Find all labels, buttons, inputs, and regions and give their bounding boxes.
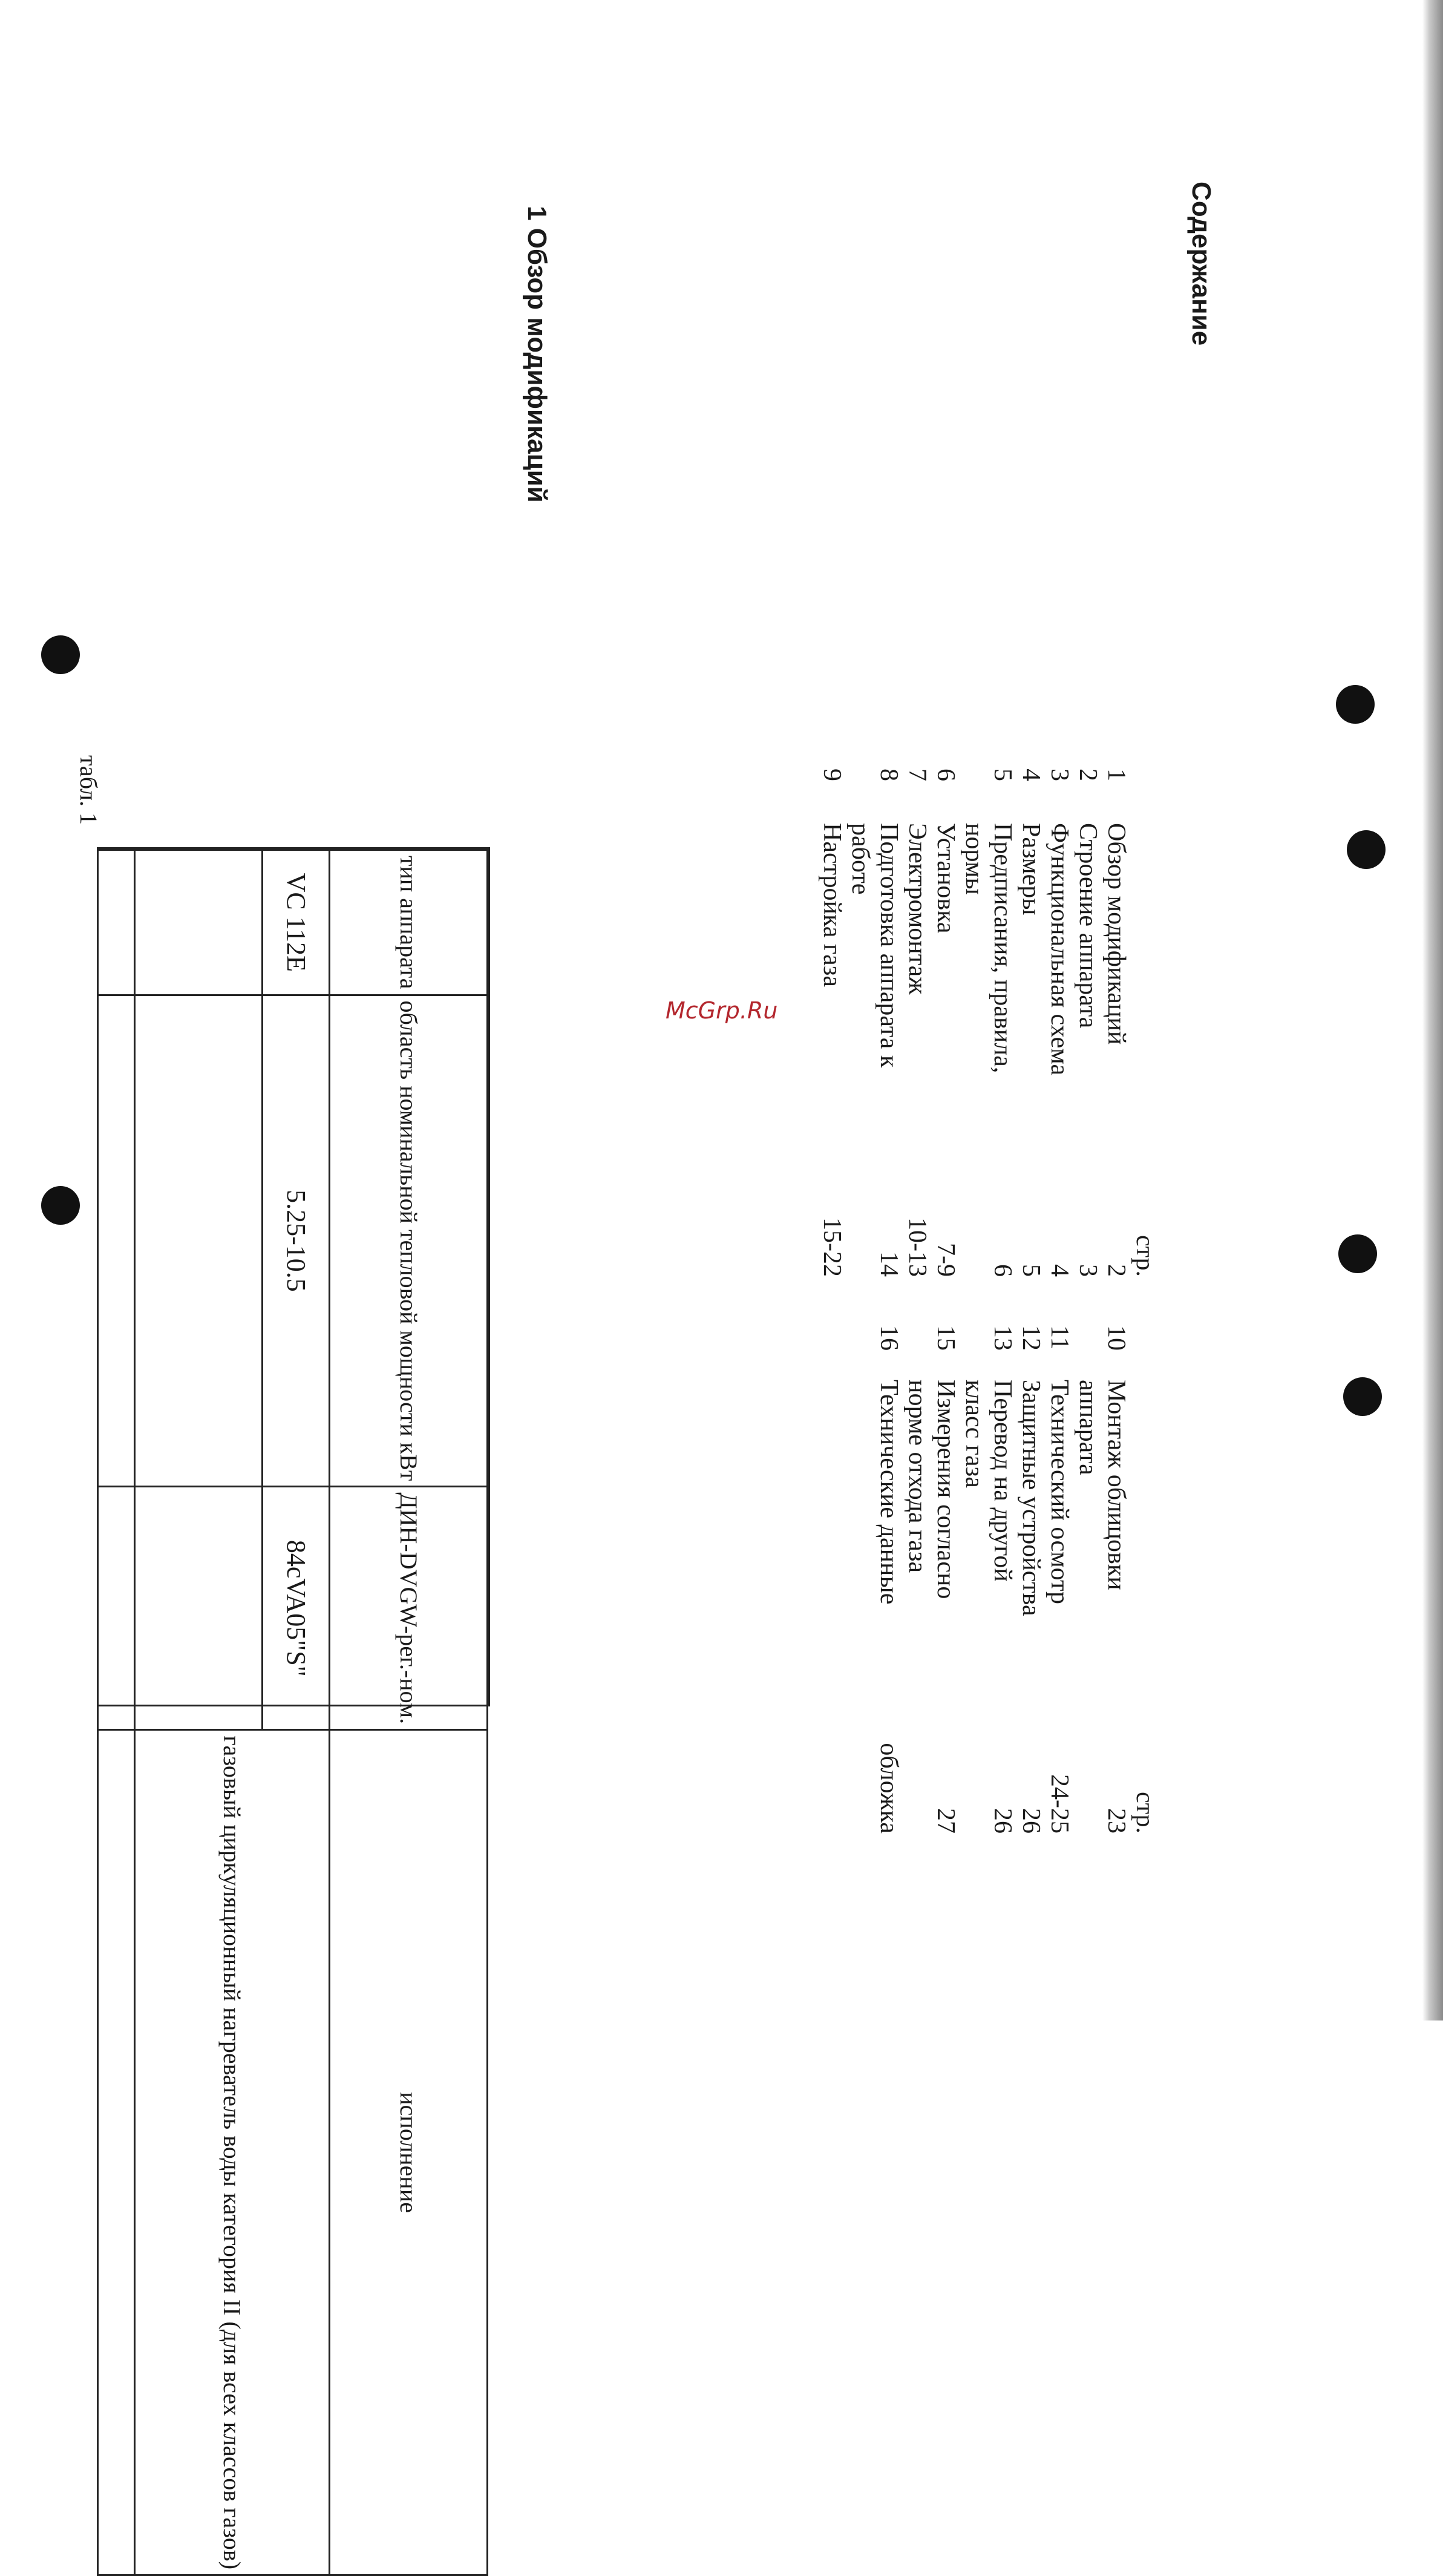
table-header-row xyxy=(330,850,488,2575)
toc-item: 16 Технические данные обложка xyxy=(875,1325,903,1834)
toc-item: 11 Технический осмотр 24-25 xyxy=(1045,1325,1073,1834)
toc-item: 5 Предписания, правила, нормы 6 xyxy=(960,769,1016,1277)
modifications-table xyxy=(97,847,490,2570)
punch-hole xyxy=(1338,1234,1377,1273)
empty-cell xyxy=(135,995,263,1487)
header-design: исполнение xyxy=(330,1730,488,2575)
cell-power: 5.25-10.5 xyxy=(263,995,330,1487)
toc-right-column xyxy=(874,1325,1159,1834)
document-title: Содержание xyxy=(1186,182,1216,346)
punch-hole xyxy=(41,1186,80,1225)
toc-item: 3 Функциональная схема 4 xyxy=(1045,769,1073,1277)
punch-hole xyxy=(1336,685,1375,724)
empty-cell xyxy=(135,850,263,995)
punch-hole xyxy=(1347,830,1386,869)
empty-cell xyxy=(98,1730,135,2575)
header-type: тип аппарата xyxy=(330,850,488,995)
toc-item: 12 Защитные устройства 26 xyxy=(1017,1325,1045,1834)
empty-cell xyxy=(98,1487,135,1730)
toc-left-column xyxy=(817,769,1159,1277)
empty-cell xyxy=(135,1487,263,1730)
header-power: область номинальной тепловой мощности кВт xyxy=(330,995,488,1487)
cell-reg: 84cVA05"S" xyxy=(263,1487,330,1730)
table-row xyxy=(263,850,330,2575)
toc-page-header: стр. xyxy=(1131,1791,1159,1834)
punch-hole xyxy=(1343,1377,1382,1416)
toc-item: 9 Настройка газа 15-22 xyxy=(818,769,846,1277)
cell-type: VC 112E xyxy=(263,850,330,995)
empty-cell xyxy=(98,995,135,1487)
table-label: табл. 1 xyxy=(75,755,102,825)
table-row-empty xyxy=(98,850,135,2575)
punch-hole xyxy=(41,635,80,674)
toc-item: 8 Подготовка аппарата к работе 14 xyxy=(846,769,903,1277)
toc-item: 6 Установка 7-9 xyxy=(932,769,960,1277)
toc-item: 15 Измерения согласно норме отхода газа 27 xyxy=(903,1325,960,1834)
toc-page-header: стр. xyxy=(1131,1234,1159,1277)
toc-item: 2 Строение аппарата 3 xyxy=(1074,769,1102,1277)
toc-item: 10 Монтаж облицовки аппарата 23 xyxy=(1074,1325,1130,1834)
cell-design: газовый циркуляционный нагреватель воды категория II (для всех классов газов) xyxy=(135,1730,330,2575)
header-reg: ДИН-DVGW-рег.-ном. xyxy=(330,1487,488,1730)
toc-item: 1 Обзор модификаций 2 xyxy=(1102,769,1130,1277)
scan-edge-shadow xyxy=(1422,0,1443,2020)
toc-item: 13 Перевод на другой класс газа 26 xyxy=(960,1325,1016,1834)
empty-cell xyxy=(98,850,135,995)
watermark-text: McGrp.Ru xyxy=(666,997,778,1024)
toc-item: 4 Размеры 5 xyxy=(1017,769,1045,1277)
toc-item: 7 Электромонтаж 10-13 xyxy=(903,769,931,1277)
section-heading: 1 Обзор модификаций xyxy=(522,206,552,503)
